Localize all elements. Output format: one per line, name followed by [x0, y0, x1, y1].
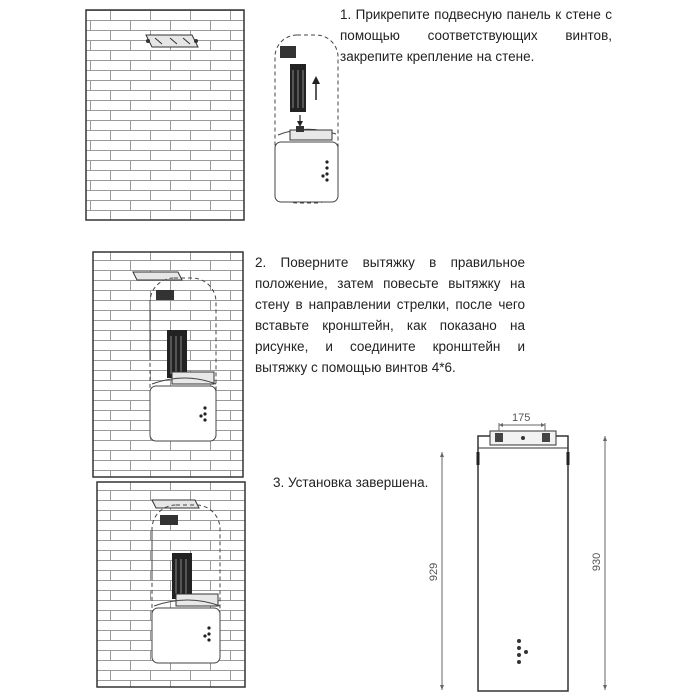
dim-height-left: 929 — [428, 562, 440, 582]
dim-height-right: 930 — [591, 552, 603, 572]
dim-bracket-width: 175 — [512, 412, 531, 424]
wall-bracket — [146, 35, 198, 47]
step-1-wall — [86, 10, 244, 220]
step-3-text: 3. Установка завершена. — [273, 475, 429, 490]
dimension-drawing — [440, 423, 607, 691]
step-2-text: 2. Поверните вытяжку в правильное положение, затем повесьте вытяжку на стену в направлении стрелки, после чего вставьте кронштейн, как показано на рисунке, и соедините кронштейн и вытяжку с помощью винтов 4*6. — [255, 255, 525, 375]
step-1-text: 1. Прикрепите подвесную панель к стене с помощью соответствующих винтов, закрепите крепление на стене. — [340, 7, 612, 64]
step-1-hood — [275, 35, 338, 203]
